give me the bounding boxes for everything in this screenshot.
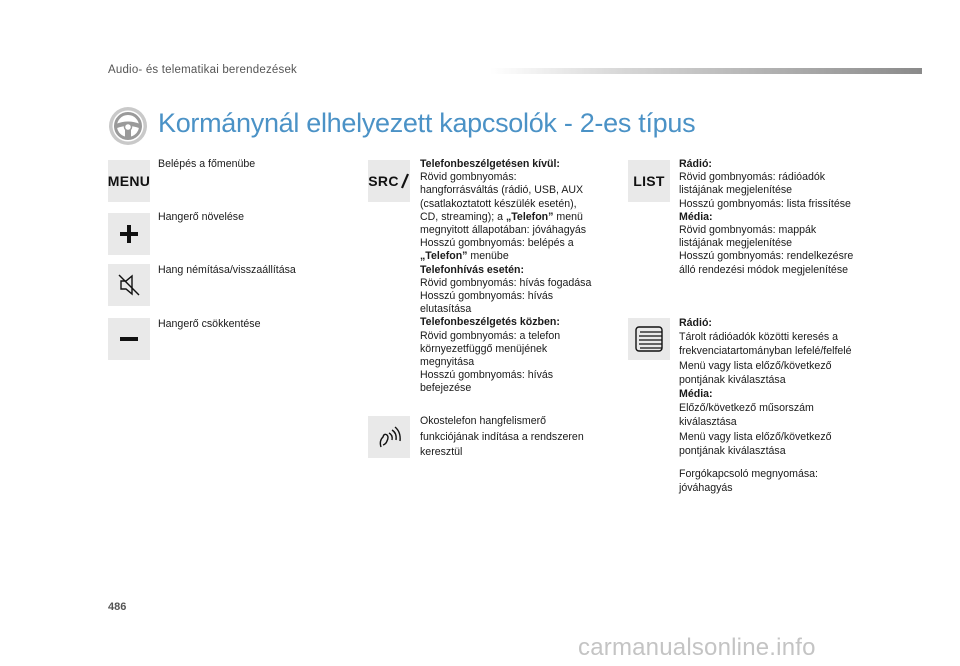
src-heading-2: Telefonhívás esetén: xyxy=(420,263,525,276)
list-heading-1: Rádió: xyxy=(679,158,712,170)
src-line: megnyitott állapotában: jóváhagyás xyxy=(420,224,587,237)
scroll-line: frekvenciatartományban lefelé/felfelé xyxy=(679,345,852,358)
list-line: Rövid gombnyomás: rádióadók xyxy=(679,171,826,184)
menu-description: Belépés a főmenübe xyxy=(158,158,256,170)
phone-handset-icon xyxy=(400,173,410,189)
plus-icon xyxy=(119,224,139,244)
scroll-description xyxy=(679,316,852,495)
src-line: megnyitása xyxy=(420,356,475,369)
src-line: hangforrásváltás (rádió, USB, AUX xyxy=(420,184,584,197)
src-line: Hosszú gombnyomás: hívás xyxy=(420,290,554,303)
voice-command-button xyxy=(368,416,410,458)
src-line: Rövid gombnyomás: a telefon xyxy=(420,329,561,342)
scroll-line: jóváhagyás xyxy=(679,482,733,495)
section-label: Audio- és telematikai berendezések xyxy=(108,64,297,76)
list-heading-2: Média: xyxy=(679,210,713,223)
scroll-wheel-button xyxy=(628,318,670,360)
voice-line: funkciójának indítása a rendszeren xyxy=(420,430,584,443)
page-title: Kormánynál elhelyezett kapcsolók - 2-es típus xyxy=(158,108,696,138)
src-line: Rövid gombnyomás: xyxy=(420,171,517,184)
list-description xyxy=(679,158,853,277)
src-line: „Telefon” menübe xyxy=(420,250,509,263)
volume-down-description: Hangerő csökkentése xyxy=(158,318,261,330)
list-line: Hosszú gombnyomás: rendelkezésre xyxy=(679,250,854,263)
scroll-line: Menü vagy lista előző/következő xyxy=(679,359,832,372)
list-line: álló rendezési módok megjelenítése xyxy=(679,263,849,276)
src-line: környezetfüggő menüjének xyxy=(420,342,548,355)
list-line: Hosszú gombnyomás: lista frissítése xyxy=(679,197,851,210)
scroll-line: Előző/következő műsorszám xyxy=(679,402,814,415)
src-line: Rövid gombnyomás: hívás fogadása xyxy=(420,276,592,289)
menu-button xyxy=(108,160,150,202)
scroll-heading-1: Rádió: xyxy=(679,317,712,329)
src-line: CD, streaming); a „Telefon” menü xyxy=(420,210,583,223)
scroll-line: Forgókapcsoló megnyomása: xyxy=(679,468,818,481)
src-button xyxy=(368,160,410,202)
minus-icon xyxy=(119,329,139,349)
scroll-line: Menü vagy lista előző/következő xyxy=(679,430,832,443)
src-description xyxy=(420,158,591,396)
list-button xyxy=(628,160,670,202)
volume-up-button xyxy=(108,213,150,255)
list-line: listájának megjelenítése xyxy=(679,237,793,250)
voice-description xyxy=(420,414,584,461)
watermark: carmanualsonline.info xyxy=(578,634,816,661)
menu-button-label: MENU xyxy=(107,173,151,189)
src-heading-3: Telefonbeszélgetés közben: xyxy=(420,316,560,329)
scroll-heading-2: Média: xyxy=(679,388,713,401)
page-number: 486 xyxy=(108,601,127,613)
mute-button xyxy=(108,264,150,306)
list-scroll-icon xyxy=(634,325,664,353)
list-button-label: LIST xyxy=(633,173,665,189)
steering-wheel-icon xyxy=(108,106,148,146)
voice-line: Okostelefon hangfelismerő xyxy=(420,415,547,427)
mute-icon xyxy=(116,272,142,298)
scroll-line: pontjának kiválasztása xyxy=(679,444,786,457)
voice-line: keresztül xyxy=(420,446,463,458)
voice-command-icon xyxy=(375,423,403,451)
mute-description: Hang némítása/visszaállítása xyxy=(158,264,296,276)
src-line: Hosszú gombnyomás: belépés a xyxy=(420,237,574,250)
scroll-line: pontjának kiválasztása xyxy=(679,373,786,386)
src-heading-1: Telefonbeszélgetésen kívül: xyxy=(420,158,560,170)
src-line: Hosszú gombnyomás: hívás xyxy=(420,369,554,382)
scroll-line: kiválasztása xyxy=(679,416,737,429)
src-line: (csatlakoztatott készülék esetén), xyxy=(420,197,577,210)
list-line: listájának megjelenítése xyxy=(679,184,793,197)
src-line: befejezése xyxy=(420,382,472,395)
src-button-label: SRC xyxy=(368,173,399,189)
header-divider xyxy=(490,68,922,74)
src-line: elutasítása xyxy=(420,303,472,316)
volume-down-button xyxy=(108,318,150,360)
volume-up-description: Hangerő növelése xyxy=(158,211,244,223)
list-line: Rövid gombnyomás: mappák xyxy=(679,224,817,237)
scroll-line: Tárolt rádióadók közötti keresés a xyxy=(679,331,838,344)
